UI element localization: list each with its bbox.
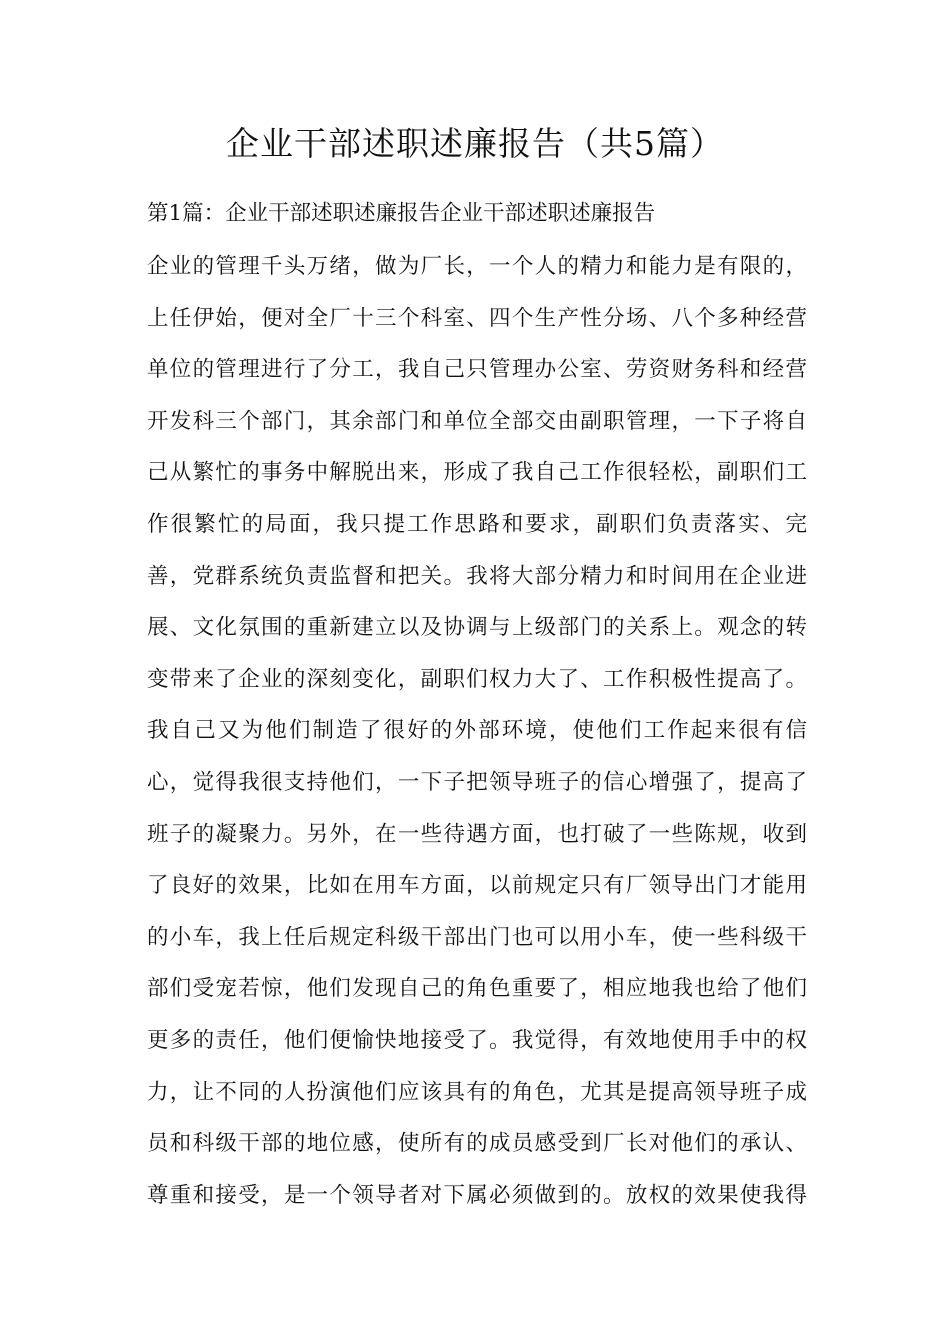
- body-line: 班子的凝聚力。另外，在一些待遇方面，也打破了一些陈规，收到: [147, 821, 807, 847]
- body-text: [147, 245, 807, 1225]
- body-line: 我自己又为他们制造了很好的外部环境，使他们工作起来很有信: [147, 718, 807, 744]
- body-line: 变带来了企业的深刻变化，副职们权力大了、工作积极性提高了。: [147, 666, 807, 692]
- document-title: 企业干部述职述廉报告（共5篇）: [226, 124, 724, 163]
- body-line: 单位的管理进行了分工，我自己只管理办公室、劳资财务科和经营: [147, 357, 807, 383]
- body-line: 心，觉得我很支持他们，一下子把领导班子的信心增强了，提高了: [147, 769, 807, 795]
- section-heading: 第1篇：企业干部述职述廉报告企业干部述职述廉报告: [147, 201, 656, 226]
- body-line: 尊重和接受，是一个领导者对下属必须做到的。放权的效果使我得: [147, 1182, 807, 1208]
- body-line: 部们受宠若惊，他们发现自己的角色重要了，相应地我也给了他们: [147, 976, 807, 1002]
- body-line: 作很繁忙的局面，我只提工作思路和要求，副职们负责落实、完: [147, 511, 807, 537]
- body-line: 企业的管理千头万绪，做为厂长，一个人的精力和能力是有限的，: [147, 254, 807, 279]
- body-line: 展、文化氛围的重新建立以及协调与上级部门的关系上。观念的转: [147, 615, 807, 641]
- body-line: 更多的责任，他们便愉快地接受了。我觉得，有效地使用手中的权: [147, 1027, 807, 1053]
- body-line: 上任伊始，便对全厂十三个科室、四个生产性分场、八个多种经营: [147, 305, 807, 331]
- body-line: 开发科三个部门，其余部门和单位全部交由副职管理，一下子将自: [147, 408, 807, 434]
- body-line: 善，党群系统负责监督和把关。我将大部分精力和时间用在企业进: [147, 563, 807, 589]
- body-line: 的小车，我上任后规定科级干部出门也可以用小车，使一些科级干: [147, 924, 807, 950]
- body-line: 力，让不同的人扮演他们应该具有的角色，尤其是提高领导班子成: [147, 1079, 807, 1105]
- body-line: 己从繁忙的事务中解脱出来，形成了我自己工作很轻松，副职们工: [147, 460, 807, 486]
- body-line: 了良好的效果，比如在用车方面，以前规定只有厂领导出门才能用: [147, 873, 807, 899]
- body-line: 员和科级干部的地位感，使所有的成员感受到厂长对他们的承认、: [147, 1131, 807, 1157]
